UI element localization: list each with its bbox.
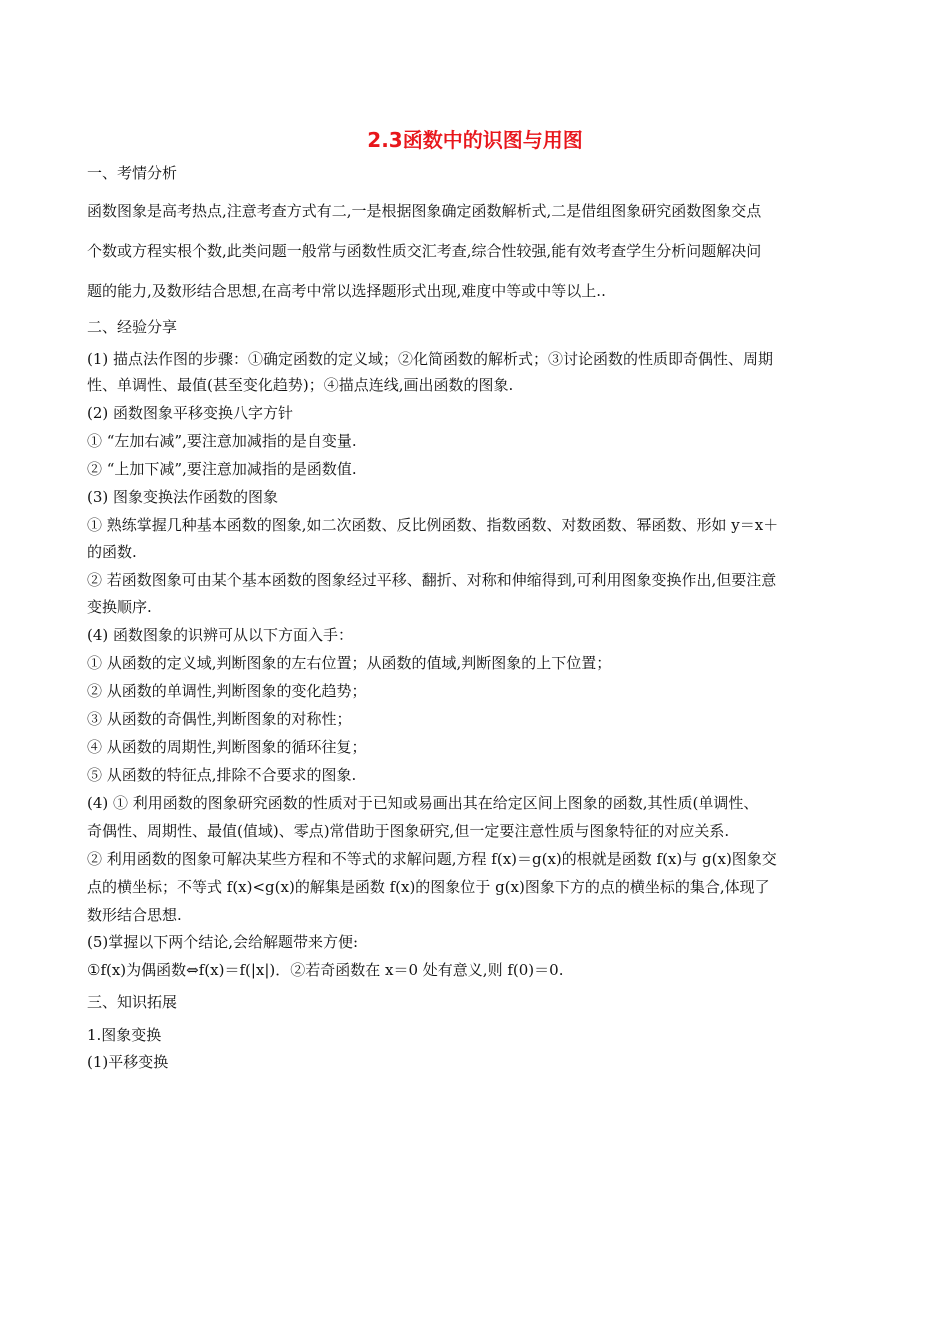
paragraph-line: (5)掌握以下两个结论,会给解题带来方便: bbox=[87, 933, 359, 951]
paragraph-line: (1)平移变换 bbox=[87, 1053, 169, 1071]
paragraph-line: ② 利用函数的图象可解决某些方程和不等式的求解问题,方程 f(x)＝g(x)的根就是函数 f(x)与 g(x)图象交 bbox=[87, 850, 777, 868]
section-heading-experience: 二、经验分享 bbox=[87, 318, 178, 336]
paragraph-line: 点的横坐标；不等式 f(x)<g(x)的解集是函数 f(x)的图象位于 g(x)图象下方的点的横坐标的集合,体现了 bbox=[87, 878, 770, 896]
section-heading-knowledge-extension: 三、知识拓展 bbox=[87, 993, 178, 1011]
paragraph-line: ④ 从函数的周期性,判断图象的循环往复； bbox=[87, 738, 367, 756]
paragraph-line: ③ 从函数的奇偶性,判断图象的对称性； bbox=[87, 710, 352, 728]
paragraph-line: (4) ① 利用函数的图象研究函数的性质对于已知或易画出其在给定区间上图象的函数,其性质(单调性、 bbox=[87, 794, 759, 812]
paragraph-line: 性、单调性、最值(甚至变化趋势)；④描点连线,画出函数的图象. bbox=[87, 376, 514, 394]
paragraph-line: 函数图象是高考热点,注意考查方式有二,一是根据图象确定函数解析式,二是借组图象研究函数图象交点 bbox=[87, 202, 762, 220]
paragraph-line: 变换顺序. bbox=[87, 598, 152, 616]
paragraph-line: 数形结合思想. bbox=[87, 906, 182, 924]
paragraph-line: (4) 函数图象的识辨可从以下方面入手： bbox=[87, 626, 354, 644]
paragraph-line: ① “左加右减”,要注意加减指的是自变量. bbox=[87, 432, 357, 450]
paragraph-line: (2) 函数图象平移变换八字方针 bbox=[87, 404, 294, 422]
paragraph-line: ② 从函数的单调性,判断图象的变化趋势； bbox=[87, 682, 367, 700]
paragraph-line: 个数或方程实根个数,此类问题一般常与函数性质交汇考查,综合性较强,能有效考查学生分析问题解决问 bbox=[87, 242, 762, 260]
paragraph-line: ⑤ 从函数的特征点,排除不合要求的图象. bbox=[87, 766, 357, 784]
paragraph-line: ① 从函数的定义域,判断图象的左右位置；从函数的值域,判断图象的上下位置； bbox=[87, 654, 612, 672]
document-title: 2.3函数中的识图与用图 bbox=[367, 128, 583, 152]
paragraph-line: 题的能力,及数形结合思想,在高考中常以选择题形式出现,难度中等或中等以上.. bbox=[87, 282, 606, 300]
section-heading-exam-analysis: 一、考情分析 bbox=[87, 164, 178, 182]
paragraph-line: ② “上加下减”,要注意加减指的是函数值. bbox=[87, 460, 357, 478]
paragraph-line: 奇偶性、周期性、最值(值域)、零点)常借助于图象研究,但一定要注意性质与图象特征的对应关系. bbox=[87, 822, 730, 840]
paragraph-line: ①f(x)为偶函数⇔f(x)＝f(|x|)．②若奇函数在 x＝0 处有意义,则 f(0)＝0. bbox=[87, 961, 564, 979]
paragraph-line: (3) 图象变换法作函数的图象 bbox=[87, 488, 279, 506]
paragraph-line: (1) 描点法作图的步骤：①确定函数的定义域；②化简函数的解析式；③讨论函数的性质即奇偶性、周期 bbox=[87, 350, 774, 368]
paragraph-line: ① 熟练掌握几种基本函数的图象,如二次函数、反比例函数、指数函数、对数函数、幂函数、形如 y＝x＋ bbox=[87, 516, 779, 534]
paragraph-line: ② 若函数图象可由某个基本函数的图象经过平移、翻折、对称和伸缩得到,可利用图象变换作出,但要注意 bbox=[87, 571, 777, 589]
paragraph-line: 的函数. bbox=[87, 543, 137, 561]
paragraph-line: 1.图象变换 bbox=[87, 1026, 162, 1044]
